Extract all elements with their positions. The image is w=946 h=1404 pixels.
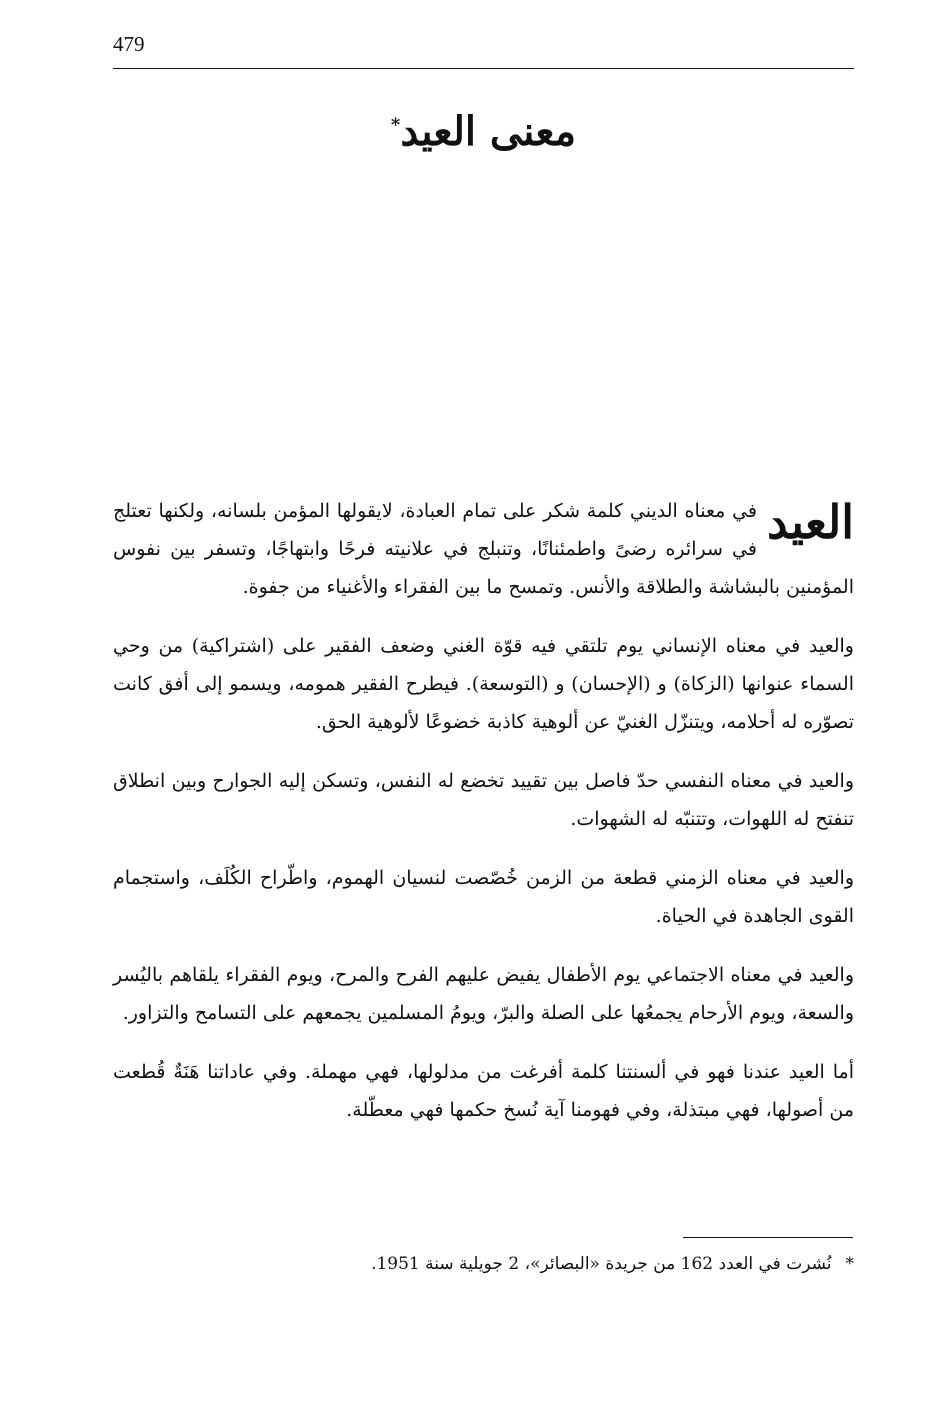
paragraph-5: والعيد في معناه الاجتماعي يوم الأطفال يفيض عليهم الفرح والمرح، ويوم الفقراء يلقاهم باليُسر والسعة، ويوم الأرحام يجمعُها على الصلة والبرّ، ويومُ المسلمين يجمعهم على التسامح والتزاور. bbox=[113, 964, 854, 1024]
title-footnote-marker: * bbox=[390, 114, 401, 136]
paragraph-1 bbox=[113, 492, 854, 606]
footnote-marker: * bbox=[845, 1254, 854, 1274]
footnote-text: نُشرت في العدد 162 من جريدة «البصائر»، 2 جويلية سنة 1951. bbox=[371, 1254, 832, 1274]
footnote bbox=[113, 1251, 854, 1277]
paragraph-2: والعيد في معناه الإنساني يوم تلتقي فيه قوّة الغني وضعف الفقير على (اشتراكية) من وحي السماء عنوانها (الزكاة) و (الإحسان) و (التوسعة). فيطرح الفقير همومه، ويسمو إلى أفق كانت تصوّره له أحلامه، ويتنزّل الغنيّ عن ألوهية كاذبة خضوعًا لألوهية الحق. bbox=[113, 635, 854, 733]
page-number: 479 bbox=[113, 32, 145, 56]
paragraph-1-text: في معناه الديني كلمة شكر على تمام العبادة، لايقولها المؤمن بلسانه، ولكنها تعتلج في سرائره رضىً واطمئنانًا، وتنبلج في علانيته فرحًا وابتهاجًا، وتسفر بين نفوس المؤمنين بالبشاشة والطلاقة والأنس. وتمسح ما بين الفقراء والأغنياء من جفوة. bbox=[113, 500, 854, 598]
header-rule bbox=[113, 68, 854, 69]
paragraph-6: أما العيد عندنا فهو في ألسنتنا كلمة أفرغت من مدلولها، فهي مهملة. وفي عاداتنا هَنَةٌ قُطعت من أصولها، فهي مبتذلة، وفي فهومنا آية نُسخ حكمها فهي معطّلة. bbox=[113, 1061, 854, 1121]
lead-word: العيد bbox=[766, 495, 854, 549]
footnote-rule bbox=[683, 1237, 853, 1238]
body-text bbox=[113, 492, 854, 1150]
paragraph-4: والعيد في معناه الزمني قطعة من الزمن خُصّصت لنسيان الهموم، واطّراح الكُلَف، واستجمام القوى الجاهدة في الحياة. bbox=[113, 867, 854, 927]
title-text: معنى العيد bbox=[400, 108, 577, 155]
paragraph-3: والعيد في معناه النفسي حدّ فاصل بين تقييد تخضع له النفس، وتسكن إليه الجوارح وبين انطلاق تنفتح له اللهوات، وتتنبّه له الشهوات. bbox=[113, 770, 854, 830]
page-title bbox=[113, 108, 854, 155]
